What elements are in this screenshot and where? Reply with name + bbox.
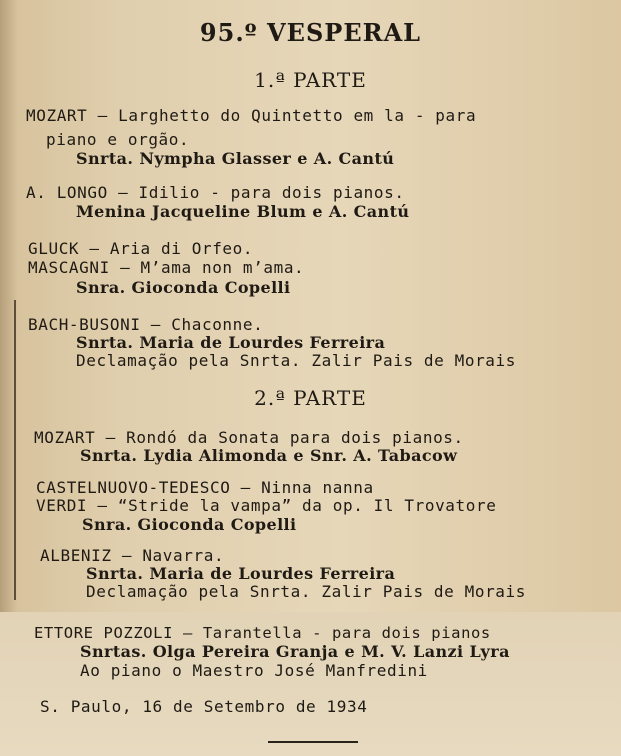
place-date: S. Paulo, 16 de Setembro de 1934 — [40, 697, 368, 716]
performer-line: Snra. Gioconda Copelli — [76, 278, 291, 297]
performer-line: Snrta. Lydia Alimonda e Snr. A. Tabacow — [80, 446, 458, 465]
left-margin-rule — [14, 300, 16, 600]
program-line: Declamação pela Snrta. Zalir Pais de Morais — [76, 351, 517, 370]
performer-line: Snrta. Maria de Lourdes Ferreira — [86, 564, 396, 583]
program-line: Ao piano o Maestro José Manfredini — [80, 661, 428, 680]
program-title: 95.º VESPERAL — [199, 18, 422, 47]
performer-line: Snrta. Maria de Lourdes Ferreira — [76, 333, 386, 352]
program-line: MOZART — Rondó da Sonata para dois pianos. — [34, 428, 464, 447]
performer-line: Snrta. Nympha Glasser e A. Cantú — [76, 149, 395, 168]
program-line: GLUCK — Aria di Orfeo. — [28, 239, 254, 258]
part1-heading: 1.ª PARTE — [254, 68, 367, 92]
part2-heading: 2.ª PARTE — [254, 386, 367, 410]
performer-line: Snrtas. Olga Pereira Granja e M. V. Lanzi Lyra — [80, 642, 510, 661]
program-line: Declamação pela Snrta. Zalir Pais de Morais — [86, 582, 527, 601]
program-line: CASTELNUOVO-TEDESCO — Ninna nanna — [36, 478, 374, 497]
performer-line: Menina Jacqueline Blum e A. Cantú — [76, 202, 410, 221]
program-line: A. LONGO — Idilio - para dois pianos. — [26, 183, 405, 202]
program-line: piano e orgão. — [46, 130, 190, 149]
program-line: MASCAGNI — M’ama non m’ama. — [28, 258, 305, 277]
program-line: MOZART — Larghetto do Quintetto em la - para — [26, 106, 477, 125]
program-line: ALBENIZ — Navarra. — [40, 546, 225, 565]
program-line: VERDI — “Stride la vampa” da op. Il Trovatore — [36, 496, 497, 515]
program-line: ETTORE POZZOLI — Tarantella - para dois pianos — [34, 624, 491, 642]
program-line: BACH-BUSONI — Chaconne. — [28, 315, 264, 334]
footer-rule — [268, 741, 358, 743]
performer-line: Snra. Gioconda Copelli — [82, 515, 297, 534]
